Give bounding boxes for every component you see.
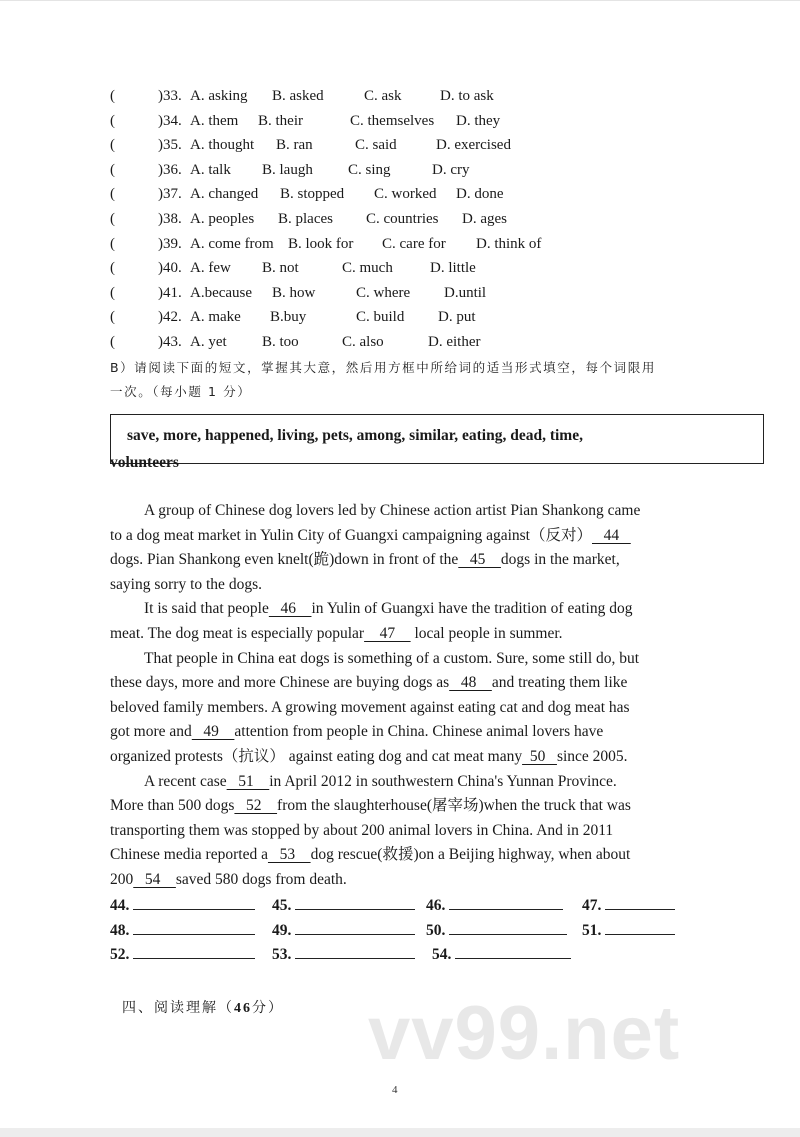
option-d: D. either — [428, 333, 481, 350]
cloze-passage — [110, 499, 670, 893]
text-span: dogs. Pian Shankong even knelt(跪)down in front of the — [110, 551, 459, 569]
answer-underline — [133, 920, 255, 935]
text-span: More than 500 dogs — [110, 797, 235, 815]
option-a: A. peoples — [190, 210, 255, 227]
option-a: A. changed — [190, 186, 259, 203]
answer-paren: ( — [110, 112, 115, 129]
option-b: B. not — [262, 260, 299, 277]
answer-line[interactable] — [272, 894, 415, 919]
passage-line — [110, 671, 670, 696]
option-c: C. care for — [382, 235, 446, 252]
section-suffix: 分） — [252, 1000, 284, 1016]
text-span: dog rescue(救援)on a Beijing highway, when about — [310, 846, 631, 864]
passage-line — [110, 597, 670, 622]
answer-number: 49. — [272, 921, 292, 939]
blank-51: 51 — [226, 772, 270, 790]
passage-line — [110, 720, 670, 745]
option-a: A. yet — [190, 333, 227, 350]
option-c: C. countries — [366, 210, 439, 227]
section-b-instructions — [110, 356, 685, 404]
answer-paren: ( — [110, 333, 115, 350]
option-a: A. asking — [190, 88, 248, 104]
text-span: meat. The dog meat is especially popular — [110, 624, 365, 642]
option-b: B. laugh — [262, 161, 313, 178]
blank-53: 53 — [267, 846, 311, 864]
answer-line[interactable] — [582, 894, 675, 919]
text-span: attention from people in China. Chinese animal lovers have — [234, 723, 604, 741]
blank-54: 54 — [133, 870, 176, 888]
option-a: A. them — [190, 112, 239, 129]
answer-line[interactable] — [272, 943, 415, 968]
text-span: to a dog meat market in Yulin City of Guangxi campaigning against（反对） — [110, 526, 592, 544]
watermark: vv99.net — [368, 991, 681, 1076]
text-span: dogs in the market, — [500, 551, 620, 569]
option-a: A.because — [190, 284, 253, 301]
passage-line: A group of Chinese dog lovers led by Chinese action artist Pian Shankong came — [144, 502, 641, 519]
instructions-line-1: B）请阅读下面的短文，掌握其大意，然后用方框中所给词的适当形式填空，每个词限用 — [110, 360, 656, 375]
option-b: B. how — [272, 284, 316, 301]
option-b: B. asked — [272, 88, 324, 104]
blank-47: 47 — [364, 624, 411, 642]
passage-line: transporting them was stopped by about 200 animal lovers in China. And in 2011 — [110, 821, 614, 839]
blank-45: 45 — [458, 551, 501, 569]
answer-underline — [449, 920, 567, 935]
option-a: A. thought — [190, 137, 255, 154]
answer-underline — [455, 944, 571, 959]
answer-line[interactable] — [426, 919, 567, 944]
blank-44: 44 — [592, 526, 631, 544]
blank-50: 50 — [522, 747, 557, 765]
blank-46: 46 — [268, 600, 312, 618]
answer-paren: ( — [110, 210, 115, 227]
answer-number: 44. — [110, 897, 130, 914]
option-b: B. stopped — [280, 186, 345, 203]
multiple-choice-options — [110, 84, 710, 355]
passage-line — [110, 745, 670, 770]
answer-number: 46. — [426, 897, 446, 914]
option-c: C. worked — [374, 186, 437, 203]
instructions-line-2: 一次。（每小题 1 分） — [110, 384, 252, 399]
option-d: D. done — [456, 186, 504, 203]
option-c: C. where — [356, 284, 411, 301]
blank-48: 48 — [449, 674, 492, 692]
passage-line — [110, 868, 670, 893]
answer-number: 52. — [110, 946, 130, 963]
answer-underline — [295, 895, 415, 910]
answer-number: 51. — [582, 921, 602, 939]
answer-paren: ( — [110, 137, 115, 154]
answer-line[interactable] — [582, 919, 675, 944]
question-number: )34. — [158, 112, 182, 129]
section-4-heading — [122, 997, 284, 1017]
option-b: B.buy — [270, 309, 307, 326]
option-b: B. places — [278, 210, 333, 227]
option-d: D.until — [444, 284, 487, 301]
option-a: A. come from — [190, 235, 274, 252]
option-c: C. build — [356, 309, 405, 326]
text-span: local people in summer. — [410, 624, 563, 642]
text-span: organized protests（抗议） against eating dog and cat meat many — [110, 747, 523, 765]
answer-number: 48. — [110, 921, 130, 939]
answer-underline — [133, 944, 255, 959]
text-span: from the slaughterhouse(屠宰场)when the truck that was — [277, 797, 631, 815]
text-span: 200 — [110, 870, 134, 888]
question-number: )39. — [158, 235, 182, 252]
option-a: A. make — [190, 309, 241, 326]
answer-number: 54. — [432, 946, 452, 963]
passage-line — [110, 548, 670, 573]
passage-line: beloved family members. A growing movement against eating cat and dog meat has — [110, 698, 630, 716]
answer-row — [110, 919, 690, 944]
text-span: in April 2012 in southwestern China's Yunnan Province. — [269, 772, 617, 790]
answer-lines — [110, 894, 690, 968]
option-d: D. ages — [462, 210, 507, 227]
option-c: C. ask — [364, 88, 402, 104]
answer-number: 53. — [272, 946, 292, 963]
answer-number: 50. — [426, 921, 446, 939]
answer-line[interactable] — [110, 919, 255, 944]
option-d: D. put — [438, 309, 476, 326]
option-row-43 — [110, 330, 710, 355]
option-row-39 — [110, 232, 710, 257]
passage-line — [110, 622, 670, 647]
option-row-38 — [110, 207, 710, 232]
word-bank-box — [110, 414, 764, 464]
text-span: since 2005. — [556, 747, 628, 765]
option-row-36 — [110, 158, 710, 183]
answer-number: 45. — [272, 897, 292, 914]
answer-underline — [449, 895, 563, 910]
page-bottom-edge — [0, 1128, 800, 1137]
passage-line — [110, 770, 670, 795]
question-number: )35. — [158, 137, 182, 154]
answer-underline — [133, 895, 255, 910]
section-label: 四、阅读理解（ — [122, 1000, 234, 1016]
answer-paren: ( — [110, 235, 115, 252]
option-row-33 — [110, 84, 710, 109]
passage-line: That people in China eat dogs is something of a custom. Sure, some still do, but — [144, 649, 640, 667]
word-bank-tail: volunteers — [110, 454, 179, 471]
passage-line: saying sorry to the dogs. — [110, 575, 262, 593]
option-d: D. cry — [432, 161, 470, 178]
option-d: D. think of — [476, 235, 542, 252]
option-c: C. also — [342, 333, 384, 350]
answer-paren: ( — [110, 88, 115, 104]
question-number: )36. — [158, 161, 182, 178]
answer-paren: ( — [110, 161, 115, 178]
option-d: D. to ask — [440, 88, 494, 104]
passage-line — [110, 794, 670, 819]
question-number: )37. — [158, 186, 182, 203]
text-span: and treating them like — [491, 674, 628, 692]
answer-paren: ( — [110, 260, 115, 277]
option-row-40 — [110, 256, 710, 281]
section-score: 46 — [234, 1001, 252, 1016]
question-number: )40. — [158, 260, 182, 277]
option-d: D. little — [430, 260, 476, 277]
question-number: )33. — [158, 88, 182, 104]
option-c: C. sing — [348, 161, 391, 178]
answer-paren: ( — [110, 284, 115, 301]
passage-line — [110, 843, 670, 868]
question-number: )42. — [158, 309, 182, 326]
answer-row — [110, 943, 690, 968]
option-row-34 — [110, 109, 710, 134]
option-d: D. they — [456, 112, 501, 129]
option-b: B. their — [258, 112, 303, 129]
answer-line[interactable] — [432, 943, 571, 968]
blank-52: 52 — [234, 797, 278, 815]
option-b: B. too — [262, 333, 299, 350]
option-c: C. much — [342, 260, 393, 277]
text-span: It is said that people — [144, 600, 269, 618]
option-row-35 — [110, 133, 710, 158]
answer-underline — [295, 920, 415, 935]
option-a: A. talk — [190, 161, 231, 178]
text-span: in Yulin of Guangxi have the tradition of eating dog — [311, 600, 633, 618]
word-bank-words: save, more, happened, living, pets, among, similar, eating, dead, time, — [127, 427, 583, 444]
option-d: D. exercised — [436, 137, 511, 154]
answer-underline — [605, 895, 675, 910]
option-b: B. ran — [276, 137, 313, 154]
answer-line[interactable] — [110, 894, 255, 919]
text-span: A recent case — [144, 772, 227, 790]
blank-49: 49 — [191, 723, 235, 741]
answer-line[interactable] — [426, 894, 563, 919]
text-span: these days, more and more Chinese are buying dogs as — [110, 674, 450, 692]
answer-paren: ( — [110, 309, 115, 326]
answer-row — [110, 894, 690, 919]
answer-underline — [605, 920, 675, 935]
answer-line[interactable] — [110, 943, 255, 968]
answer-underline — [295, 944, 415, 959]
top-border — [0, 0, 800, 1]
answer-paren: ( — [110, 186, 115, 203]
option-b: B. look for — [288, 235, 354, 252]
answer-number: 47. — [582, 897, 602, 914]
passage-line — [110, 524, 670, 549]
question-number: )41. — [158, 284, 182, 301]
option-row-41 — [110, 281, 710, 306]
option-row-42 — [110, 305, 710, 330]
question-number: )38. — [158, 210, 182, 227]
option-c: C. said — [355, 137, 397, 154]
question-number: )43. — [158, 333, 182, 350]
text-span: got more and — [110, 723, 192, 741]
option-row-37 — [110, 182, 710, 207]
text-span: saved 580 dogs from death. — [175, 870, 347, 888]
option-a: A. few — [190, 260, 231, 277]
option-c: C. themselves — [350, 112, 435, 129]
text-span: Chinese media reported a — [110, 846, 268, 864]
page-number: 4 — [392, 1084, 398, 1096]
answer-line[interactable] — [272, 919, 415, 944]
